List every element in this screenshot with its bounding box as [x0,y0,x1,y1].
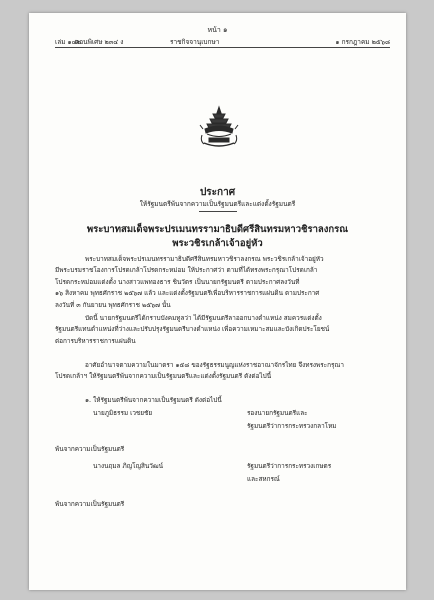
paragraph-2 [55,313,390,347]
paragraph-line: รัฐมนตรีแทนตำแหน่งที่ว่างและปรับปรุงรัฐมนตรีบางตำแหน่ง เพื่อความเหมาะสมและบังเกิดประโยชน์ [55,325,330,334]
royal-title-line-1: พระบาทสมเด็จพระปรเมนทรรามาธิบดีศรีสินทรมหาวชิราลงกรณ [86,224,349,235]
release-statement: พ้นจากความเป็นรัฐมนตรี [55,445,125,453]
minister-position: รัฐมนตรีว่าการกระทรวงเกษตร [247,462,332,470]
paragraph-line: ลงวันที่ ๓ กันยายน พุทธศักราช ๒๕๖๗ นั้น [55,300,171,309]
minister-name: นายภูมิธรรม เวชยชัย [93,409,153,417]
minister-position: และสหกรณ์ [247,475,280,483]
paragraph-line: พระบาทสมเด็จพระปรเมนทรรามาธิบดีศรีสินทรมหาวชิราลงกรณ พระวชิรเกล้าเจ้าอยู่หัว [85,255,324,263]
paragraph-line: อาศัยอำนาจตามความในมาตรา ๑๕๘ ของรัฐธรรมนูญแห่งราชอาณาจักรไทย จึงทรงพระกรุณา [85,361,344,369]
paragraph-line: มีพระบรมราชโองการโปรดเกล้าโปรดกระหม่อม ให้ประกาศว่า ตามที่ได้ทรงพระกรุณาโปรดเกล้า [55,266,318,275]
royal-title-line-2: พระวชิรเกล้าเจ้าอยู่หัว [172,238,263,249]
paragraph-line: บัดนี้ นายกรัฐมนตรีได้กราบบังคมทูลว่า ได้มีรัฐมนตรีลาออกบางตำแหน่ง สมควรแต่งตั้ง [85,314,322,322]
gazette-journal-name: ราชกิจจานุเบกษา [170,38,220,46]
paragraph-1 [55,254,390,311]
document-type: ประกาศ [199,187,236,198]
minister-name: นางนฤมล ภิญโญสินวัฒน์ [93,462,164,470]
paragraph-line: โปรดเกล้าฯ ให้รัฐมนตรีพ้นจากความเป็นรัฐมนตรีและแต่งตั้งรัฐมนตรี ดังต่อไปนี้ [55,372,272,381]
document-subject: ให้รัฐมนตรีพ้นจากความเป็นรัฐมนตรีและแต่งตั้งรัฐมนตรี [139,200,296,208]
header-divider [55,47,390,48]
paragraph-line: โปรดกระหม่อมแต่งตั้ง นางสาวแพทองธาร ชินวัตร เป็นนายกรัฐมนตรี ตามประกาศลงวันที่ [55,277,300,286]
paragraph-line: ต่อการบริหารราชการแผ่นดิน [55,336,136,345]
gazette-volume: เล่ม ๑๔๒ [55,38,81,46]
gazette-part: ตอนพิเศษ ๒๓๔ ง [75,38,124,46]
minister-position: รองนายกรัฐมนตรีและ [247,409,308,417]
gazette-date: ๑ กรกฎาคม ๒๕๖๘ [335,38,390,46]
minister-position: รัฐมนตรีว่าการกระทรวงกลาโหม [247,422,337,430]
paragraph-3 [55,360,390,383]
royal-emblem-icon [199,105,239,149]
gazette-page [29,13,406,590]
page-number: หน้า ๑ [207,26,228,34]
paragraph-line: ๑๖ สิงหาคม พุทธศักราช ๒๕๖๗ แล้ว และแต่งตั้งรัฐมนตรีเพื่อบริหารราชการแผ่นดิน ตามประกาศ [55,289,320,298]
subject-divider [199,211,237,212]
list-item-heading: ๑. ให้รัฐมนตรีพ้นจากความเป็นรัฐมนตรี ดังต่อไปนี้ [85,396,222,404]
release-statement: พ้นจากความเป็นรัฐมนตรี [55,500,125,508]
